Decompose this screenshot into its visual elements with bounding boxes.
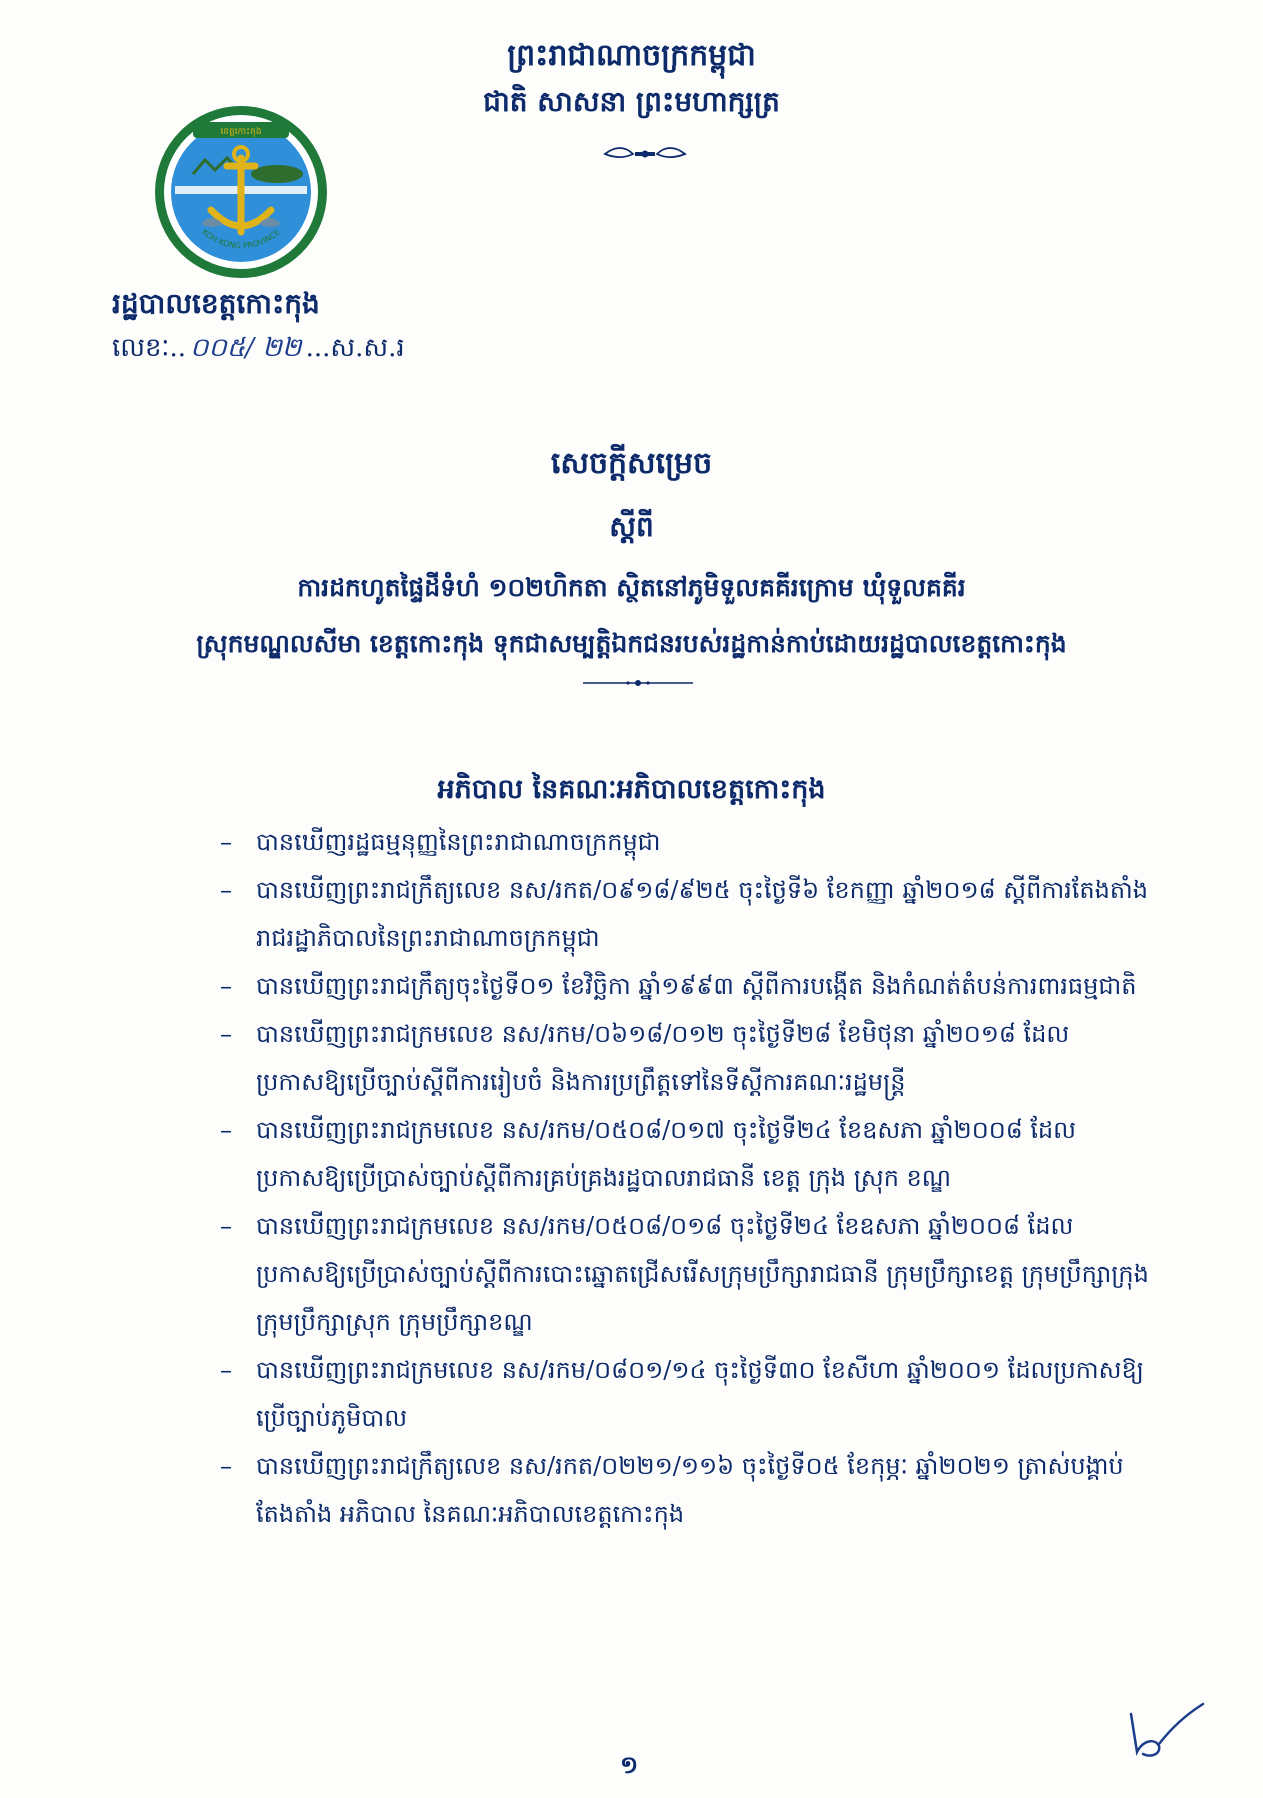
dash-bullet: – <box>220 1116 232 1144</box>
dash-bullet: – <box>220 1212 232 1240</box>
seal-banner-text: ខេត្តកោះកុង <box>220 127 262 137</box>
kingdom-title: ព្រះរាជាណាចក្រកម្ពុជា <box>507 38 756 73</box>
reference-number: ០០៥/ ២២ <box>189 333 302 363</box>
document-about: ស្តីពី <box>609 510 654 543</box>
dash-bullet: – <box>220 1452 232 1480</box>
recital-item <box>220 1106 1156 1202</box>
page-number: ១ <box>620 1750 639 1779</box>
document-subject-line-1: ការដកហូតផ្ទៃដីទំហំ ១០២ហិកតា ស្ថិតនៅភូមិទួលគគីរក្រោម ឃុំទួលគគីរ <box>297 573 966 602</box>
reference-prefix: លេខៈ.. <box>112 333 186 363</box>
recital-text: បានឃើញរដ្ឋធម្មនុញ្ញនៃព្រះរាជាណាចក្រកម្ពុជា <box>256 828 661 856</box>
dash-bullet: – <box>220 1020 232 1048</box>
recital-text: បានឃើញព្រះរាជក្រមលេខ នស/រកម/០៦១៨/០១២ ចុះថ្ងៃទី២៨ ខែមិថុនា ឆ្នាំ២០១៨ ដែលប្រកាសឱ្យប្រើច្បាប់ស្តីពីការរៀបចំ និងការប្រព្រឹត្តទៅនៃទីស្តីការគណៈរដ្ឋមន្ត្រី <box>256 1020 1070 1096</box>
national-motto: ជាតិ សាសនា ព្រះមហាក្សត្រ <box>483 85 780 118</box>
dash-bullet: – <box>220 828 232 856</box>
document-subject-line-2: ស្រុកមណ្ឌលសីមា ខេត្តកោះកុង ទុកជាសម្បត្តិឯកជនរបស់រដ្ឋកាន់កាប់ដោយរដ្ឋបាលខេត្តកោះកុង <box>196 629 1067 658</box>
dash-bullet: – <box>220 876 232 904</box>
document-type: សេចក្តីសម្រេច <box>550 446 713 481</box>
issuing-authority: រដ្ឋបាលខេត្តកោះកុង <box>112 287 320 320</box>
recital-text: បានឃើញព្រះរាជក្រឹត្យចុះថ្ងៃទី០១ ខែវិច្ឆិកា ឆ្នាំ១៩៩៣ ស្តីពីការបង្កើត និងកំណត់តំបន់ការពារធម្មជាតិ <box>256 972 1137 1000</box>
recital-item <box>220 1010 1156 1106</box>
koh-kong-province-seal <box>153 104 329 280</box>
recital-item <box>220 1346 1156 1442</box>
deciding-authority: អភិបាល នៃគណៈអភិបាលខេត្តកោះកុង <box>437 774 826 805</box>
recital-text: បានឃើញព្រះរាជក្រមលេខ នស/រកម/០៨០១/១៤ ចុះថ្ងៃទី៣០ ខែសីហា ឆ្នាំ២០០១ ដែលប្រកាសឱ្យប្រើច្បាប់ភូមិបាល <box>256 1356 1144 1432</box>
seal-bottom-text: KOH KONG PROVINCE <box>200 227 282 251</box>
recital-item <box>220 1442 1156 1538</box>
recital-item <box>220 818 1156 866</box>
recital-item <box>220 866 1156 962</box>
handwritten-initial <box>1125 1700 1207 1766</box>
dash-bullet: – <box>220 972 232 1000</box>
recital-item <box>220 1202 1156 1346</box>
title-divider <box>583 678 693 688</box>
header-ornament <box>603 142 687 166</box>
reference-suffix: ...ស.ស.រ <box>305 333 405 363</box>
dash-bullet: – <box>220 1356 232 1384</box>
recital-text: បានឃើញព្រះរាជក្រមលេខ នស/រកម/០៥០៨/០១៧ ចុះថ្ងៃទី២៤ ខែឧសភា ឆ្នាំ២០០៨ ដែលប្រកាសឱ្យប្រើប្រាស់ច្បាប់ស្តីពីការគ្រប់គ្រងរដ្ឋបាលរាជធានី ខេត្ត ក្រុង ស្រុក ខណ្ឌ <box>256 1116 1077 1192</box>
reference-number-line <box>112 326 405 370</box>
recitals-list <box>220 818 1156 1538</box>
recital-text: បានឃើញព្រះរាជក្រឹត្យលេខ នស/រកត/០៩១៨/៩២៥ ចុះថ្ងៃទី៦ ខែកញ្ញា ឆ្នាំ២០១៨ ស្តីពីការតែងតាំងរាជរដ្ឋាភិបាលនៃព្រះរាជាណាចក្រកម្ពុជា <box>256 876 1148 952</box>
recital-text: បានឃើញព្រះរាជក្រឹត្យលេខ នស/រកត/០២២១/១១៦ ចុះថ្ងៃទី០៥ ខែកុម្ភៈ ឆ្នាំ២០២១ ត្រាស់បង្គាប់តែងតាំង អភិបាល នៃគណៈអភិបាលខេត្តកោះកុង <box>256 1452 1124 1528</box>
recital-item <box>220 962 1156 1010</box>
recital-text: បានឃើញព្រះរាជក្រមលេខ នស/រកម/០៥០៨/០១៨ ចុះថ្ងៃទី២៤ ខែឧសភា ឆ្នាំ២០០៨ ដែលប្រកាសឱ្យប្រើប្រាស់ច្បាប់ស្តីពីការបោះឆ្នោតជ្រើសរើសក្រុមប្រឹក្សារាជធានី ក្រុមប្រឹក្សាខេត្ត ក្រុមប្រឹក្សាក្រុង ក្រុមប្រឹក្សាស្រុក ក្រុមប្រឹក្សាខណ្ឌ <box>256 1212 1149 1336</box>
